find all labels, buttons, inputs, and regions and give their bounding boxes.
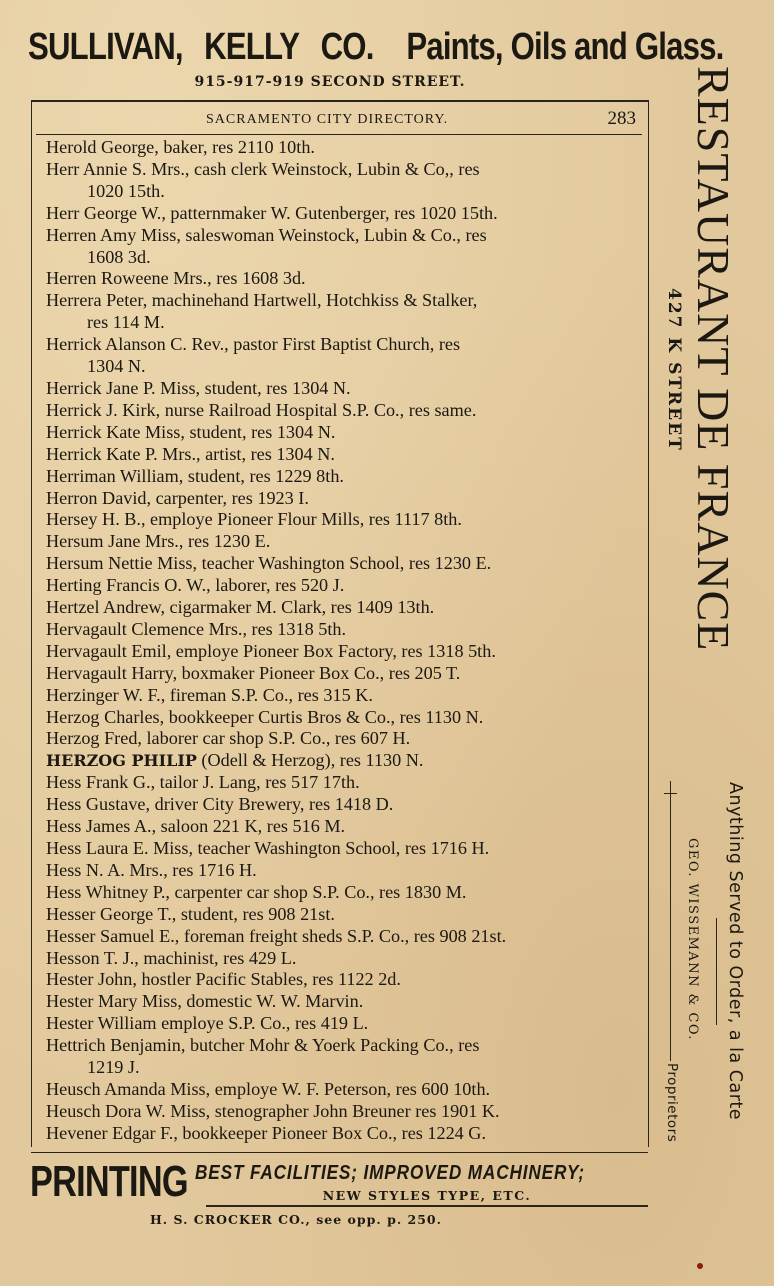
entry-text: Hesser Samuel E., foreman freight sheds S.P. Co., res 908 21st. xyxy=(46,925,507,946)
list-item xyxy=(46,707,646,729)
entry-text: Herren Amy Miss, saleswoman Weinstock, Lubin & Co., res xyxy=(46,224,487,245)
list-item xyxy=(46,466,646,488)
advertiser-headline xyxy=(28,22,724,72)
list-item xyxy=(46,531,646,553)
entry-text: Herzinger W. F., fireman S.P. Co., res 315 K. xyxy=(46,684,373,705)
list-item xyxy=(46,1035,646,1079)
list-item xyxy=(46,926,646,948)
list-item xyxy=(46,838,646,860)
entry-text: Hess Frank G., tailor J. Lang, res 517 17th. xyxy=(46,772,360,793)
entry-text: Hester John, hostler Pacific Stables, res 1122 2d. xyxy=(46,969,401,990)
entry-bold-name: HERZOG PHILIP xyxy=(46,751,197,771)
directory-entries xyxy=(46,137,646,1145)
entry-text: Hester Mary Miss, domestic W. W. Marvin. xyxy=(46,991,364,1012)
entry-text: Hesser George T., student, res 908 21st. xyxy=(46,903,335,924)
entry-text: Hervagault Harry, boxmaker Pioneer Box Co., res 205 T. xyxy=(46,662,461,683)
running-head xyxy=(36,106,642,135)
list-item xyxy=(46,948,646,970)
entry-text: Herron David, carpenter, res 1923 I. xyxy=(46,487,309,508)
list-item xyxy=(46,1123,646,1145)
entry-text: Heusch Dora W. Miss, stenographer John Breuner res 1901 K. xyxy=(46,1100,500,1121)
restaurant-slogan: Anything Served to Order, a la Carte xyxy=(725,782,745,1121)
printing-tagline: BEST FACILITIES; IMPROVED MACHINERY; xyxy=(195,1162,585,1184)
bottom-rule xyxy=(31,1152,648,1153)
entry-continuation: 1020 15th. xyxy=(87,180,165,201)
entry-text: Herr George W., patternmaker W. Gutenberger, res 1020 15th. xyxy=(46,202,498,223)
list-item xyxy=(46,225,646,269)
entry-continuation: 1304 N. xyxy=(87,356,146,377)
advertiser-name-part: SULLIVAN, xyxy=(28,26,183,68)
entry-text: Herold George, baker, res 2110 10th. xyxy=(46,137,315,157)
list-item xyxy=(46,663,646,685)
restaurant-name: RESTAURANT DE FRANCE xyxy=(688,66,739,652)
entry-text: Herting Francis O. W., laborer, res 520 J. xyxy=(46,575,345,596)
entry-text: Hess N. A. Mrs., res 1716 H. xyxy=(46,859,257,880)
list-item xyxy=(46,728,646,750)
entry-text: Herrick Kate Miss, student, res 1304 N. xyxy=(46,421,336,442)
entry-text: Herriman William, student, res 1229 8th. xyxy=(46,465,344,486)
advertiser-address: 915-917-919 SECOND STREET. xyxy=(194,74,466,90)
printing-heading: PRINTING xyxy=(30,1157,188,1206)
entry-text: Hervagault Emil, employe Pioneer Box Factory, res 1318 5th. xyxy=(46,640,496,661)
list-item xyxy=(46,334,646,378)
entry-text: Hersum Nettie Miss, teacher Washington School, res 1230 E. xyxy=(46,553,492,574)
entry-text: Hevener Edgar F., bookkeeper Pioneer Box Co., res 1224 G. xyxy=(46,1122,486,1143)
list-item xyxy=(46,991,646,1013)
list-item xyxy=(46,1079,646,1101)
list-item xyxy=(46,969,646,991)
restaurant-owners: GEO. WISSEMANN & CO. xyxy=(685,838,700,1041)
list-item xyxy=(46,1013,646,1035)
list-item xyxy=(46,619,646,641)
entry-text: Hesson T. J., machinist, res 429 L. xyxy=(46,947,297,968)
restaurant-address: 427 K STREET xyxy=(664,288,684,452)
side-ad-short-rule xyxy=(716,918,717,1025)
list-item xyxy=(46,641,646,663)
list-item xyxy=(46,772,646,794)
restaurant-owners-role: Proprietors xyxy=(664,1063,680,1143)
list-item xyxy=(46,488,646,510)
list-item xyxy=(46,290,646,334)
list-item xyxy=(46,794,646,816)
entry-text: Herrick J. Kirk, nurse Railroad Hospital S.P. Co., res same. xyxy=(46,399,477,420)
entry-text: Hervagault Clemence Mrs., res 1318 5th. xyxy=(46,618,347,639)
side-ad-rule xyxy=(670,781,671,1061)
list-item xyxy=(46,882,646,904)
list-item xyxy=(46,860,646,882)
directory-title: SACRAMENTO CITY DIRECTORY. xyxy=(206,112,449,127)
entry-text: Herrera Peter, machinehand Hartwell, Hotchkiss & Stalker, xyxy=(46,290,478,311)
side-ad-cross-mark xyxy=(664,793,677,794)
entry-text: Hersey H. B., employe Pioneer Flour Mills, res 1117 8th. xyxy=(46,509,462,530)
entry-continuation: 1608 3d. xyxy=(87,246,151,267)
entry-text: Heusch Amanda Miss, employe W. F. Peterson, res 600 10th. xyxy=(46,1078,491,1099)
ink-stain xyxy=(697,1263,703,1269)
list-item xyxy=(46,400,646,422)
entry-text: Hess James A., saloon 221 K, res 516 M. xyxy=(46,816,346,837)
list-item xyxy=(46,904,646,926)
entry-text: (Odell & Herzog), res 1130 N. xyxy=(196,750,424,771)
entry-text: Herrick Jane P. Miss, student, res 1304 N. xyxy=(46,377,351,398)
list-item xyxy=(46,422,646,444)
printing-reference: H. S. CROCKER CO., see opp. p. 250. xyxy=(150,1212,442,1227)
list-item xyxy=(46,750,646,772)
printing-subline: NEW STYLES TYPE, ETC. xyxy=(206,1188,648,1207)
entry-text: Herzog Charles, bookkeeper Curtis Bros & Co., res 1130 N. xyxy=(46,706,484,727)
list-item xyxy=(46,1101,646,1123)
list-item xyxy=(46,597,646,619)
advertiser-name-part: CO. xyxy=(320,26,374,68)
entry-text: Herrick Alanson C. Rev., pastor First Baptist Church, res xyxy=(46,334,461,355)
list-item xyxy=(46,378,646,400)
entry-text: Herrick Kate P. Mrs., artist, res 1304 N. xyxy=(46,443,335,464)
entry-continuation: res 114 M. xyxy=(87,312,165,333)
list-item xyxy=(46,137,646,159)
list-item xyxy=(46,575,646,597)
entry-continuation: 1219 J. xyxy=(87,1057,140,1078)
entry-text: Hess Laura E. Miss, teacher Washington School, res 1716 H. xyxy=(46,838,490,858)
list-item xyxy=(46,509,646,531)
advertiser-name-part: KELLY xyxy=(204,26,300,68)
list-item xyxy=(46,268,646,290)
list-item xyxy=(46,444,646,466)
list-item xyxy=(46,553,646,575)
advertiser-goods: Paints, Oils and Glass. xyxy=(406,26,724,68)
list-item xyxy=(46,159,646,203)
entry-text: Hess Whitney P., carpenter car shop S.P. Co., res 1830 M. xyxy=(46,881,467,902)
list-item xyxy=(46,816,646,838)
entry-text: Herren Roweene Mrs., res 1608 3d. xyxy=(46,268,306,289)
entry-text: Herzog Fred, laborer car shop S.P. Co., res 607 H. xyxy=(46,728,411,749)
entry-text: Hersum Jane Mrs., res 1230 E. xyxy=(46,531,271,552)
entry-text: Hester William employe S.P. Co., res 419 L. xyxy=(46,1013,369,1034)
entry-text: Hertzel Andrew, cigarmaker M. Clark, res 1409 13th. xyxy=(46,597,435,618)
list-item xyxy=(46,685,646,707)
entry-text: Hettrich Benjamin, butcher Mohr & Yoerk Packing Co., res xyxy=(46,1035,480,1056)
entry-text: Hess Gustave, driver City Brewery, res 1418 D. xyxy=(46,794,394,815)
entry-text: Herr Annie S. Mrs., cash clerk Weinstock, Lubin & Co,, res xyxy=(46,158,480,179)
list-item xyxy=(46,203,646,225)
page-number: 283 xyxy=(607,108,636,129)
